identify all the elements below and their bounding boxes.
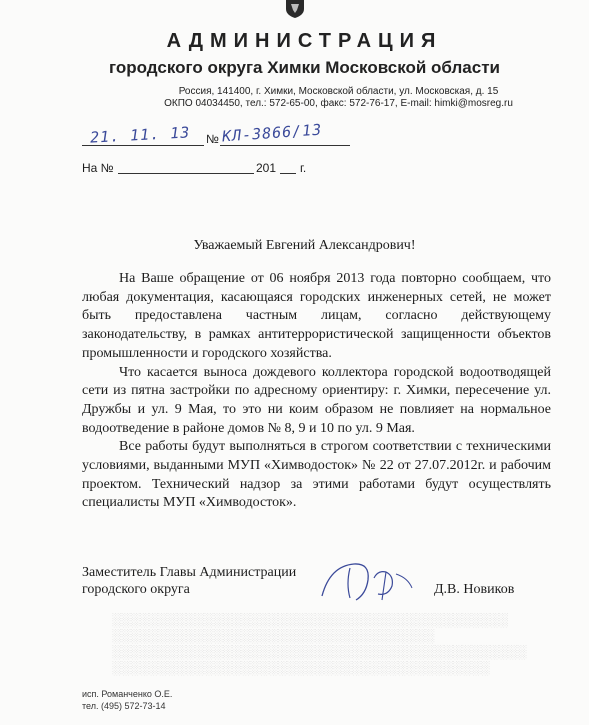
signatory-position: Заместитель Главы Администрации <box>82 565 297 580</box>
date-underline <box>82 145 204 146</box>
signatory-name: Д.В. Новиков <box>434 582 515 597</box>
greeting: Уважаемый Евгений Александрович! <box>193 238 416 253</box>
reference-row <box>82 161 382 177</box>
reference-year: 201 <box>256 161 277 175</box>
number-sign: № <box>206 132 219 146</box>
coat-of-arms-icon <box>283 0 307 18</box>
organization-title: АДМИНИСТРАЦИЯ <box>166 30 443 52</box>
letter-body <box>82 270 551 513</box>
outgoing-date-number <box>82 120 382 150</box>
address-line: Россия, 141400, г. Химки, Московской области, ул. Московская, д. 15 <box>178 86 499 97</box>
paragraph: На Ваше обращение от 06 ноября 2013 года повторно сообщаем, что любая документация, касающаяся городских инженерных сетей, не может быть предоставлена частным лицам, согласно действующему законодательству, в рамках антитеррористической защищенности объектов промышленности и городского хозяйства. <box>82 271 551 361</box>
reference-suffix: г. <box>300 161 307 175</box>
handwritten-date: 21. 11. 13 <box>89 123 191 147</box>
organization-subtitle: городского округа Химки Московской области <box>109 58 500 77</box>
year-underline <box>280 173 296 174</box>
reference-label: На № <box>82 161 114 175</box>
bleed-through-text: ░░░░░░░░░░░░░░░░░░░░░░░░░░░░░░░░░░░░░░░░░░░ ░░░░░░░░░░░░░░░░░░░░░░░░░░░░░░░░░░░ ░░░░░░░░░░░░░░░░░░░░░░░░░░░░░░░░░░░░░░░░░░░░░ ░░░░░░░░░░░░░░░░░░░░░░░░░░░░░░░░░░░░░░░░░ <box>112 612 527 675</box>
contacts-line: ОКПО 04034450, тел.: 572-65-00, факс: 572-76-17, E-mail: himki@mosreg.ru <box>164 98 513 109</box>
executor-phone: тел. (495) 572-73-14 <box>82 701 166 711</box>
executor-info <box>82 688 172 712</box>
handwritten-signature-icon <box>316 556 426 606</box>
handwritten-number: КЛ-3866/13 <box>221 120 323 146</box>
reference-underline <box>118 173 254 174</box>
number-underline <box>220 145 350 146</box>
executor-name: исп. Романченко О.Е. <box>82 689 173 699</box>
paragraph: Все работы будут выполняться в строгом соответствии с техническими условиями, выданными МУП «Химводосток» № 22 от 27.07.2012г. и рабочим проектом. Технический надзор за этими работами будут осуществлять специалисты МУП «Химводосток». <box>82 439 551 511</box>
paragraph: Что касается выноса дождевого коллектора городской водоотводящей сети из пятна застройки по адресному ориентиру: г. Химки, пересечение ул. Дружбы и ул. 9 Мая, то это ни коим образом не повлияет на нормальное водоотведение в районе домов № 8, 9 и 10 по ул. 9 Мая. <box>82 364 551 436</box>
signatory-position-line2: городского округа <box>82 582 190 597</box>
